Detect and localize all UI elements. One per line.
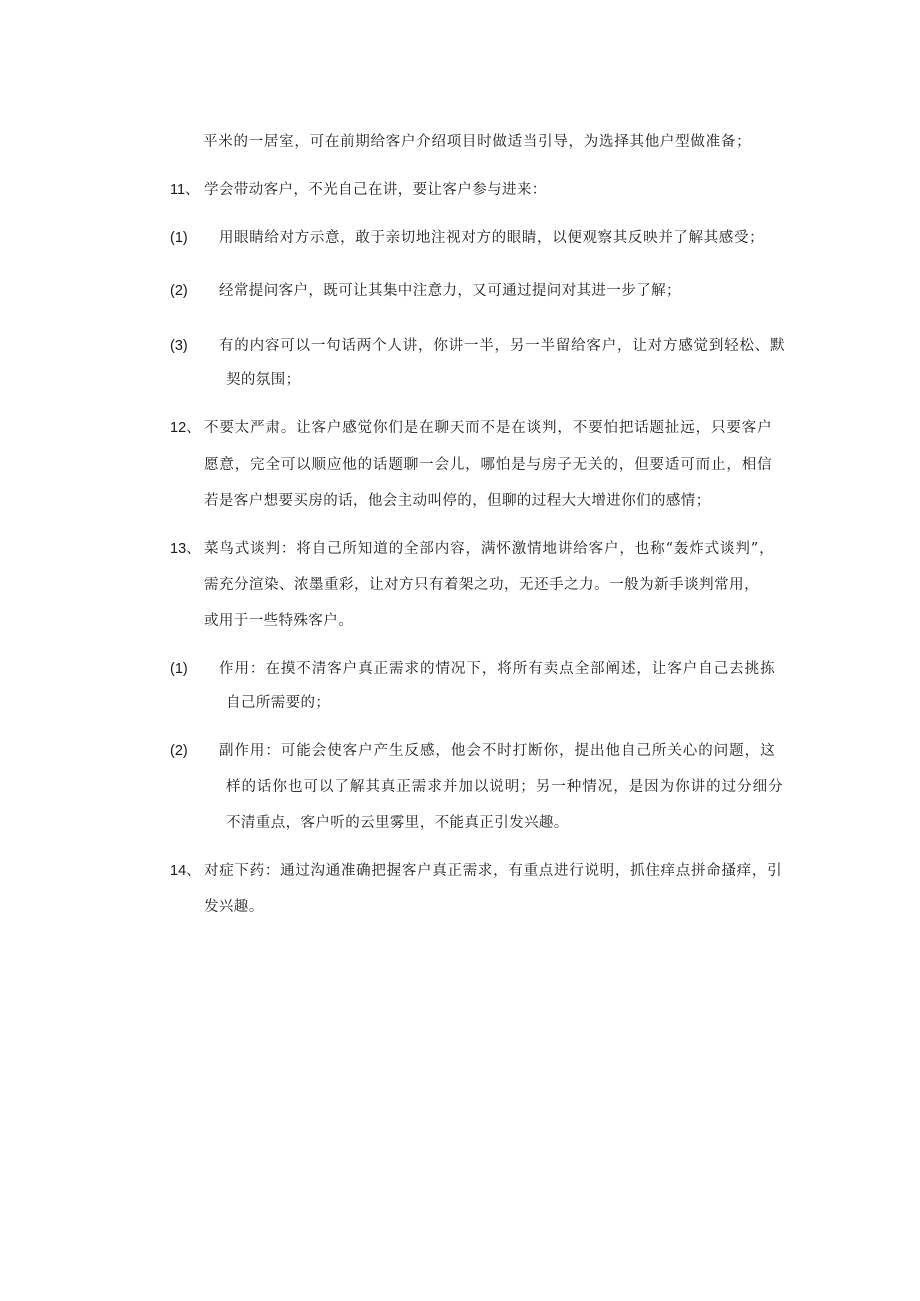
paragraph-line: 副作用：可能会使客户产生反感，他会不时打断你，提出他自己所关心的问题，这 — [219, 743, 775, 759]
paragraph-line: 对症下药：通过沟通准确把握客户真正需求，有重点进行说明，抓住痒点拼命搔痒，引 — [204, 863, 782, 879]
paragraph-line: 学会带动客户，不光自己在讲，要让客户参与进来： — [204, 182, 547, 198]
paragraph-line: 用眼睛给对方示意，敢于亲切地注视对方的眼睛，以便观察其反映并了解其感受； — [219, 230, 764, 246]
sub-item-number: (1) — [170, 661, 188, 677]
paragraph-line: 若是客户想要买房的话，他会主动叫停的，但聊的过程大大增进你们的感情； — [204, 493, 711, 509]
paragraph-line: 自己所需要的； — [226, 695, 331, 711]
item-number: 11、 — [170, 182, 200, 198]
item-number: 13、 — [170, 541, 201, 557]
paragraph-line: 不清重点，客户听的云里雾里，不能真正引发兴趣。 — [226, 815, 569, 831]
paragraph-line: 契的氛围； — [226, 372, 301, 388]
item-number: 14、 — [170, 863, 201, 879]
paragraph-line: 样的话你也可以了解其真正需求并加以说明；另一种情况，是因为你讲的过分细分 — [226, 779, 783, 795]
item-number: 12、 — [170, 420, 201, 436]
paragraph-line: 发兴趣。 — [204, 899, 264, 915]
sub-item-number: (2) — [170, 743, 188, 759]
sub-item-number: (1) — [170, 230, 188, 246]
paragraph-line: 平米的一居室，可在前期给客户介绍项目时做适当引导，为选择其他户型做准备； — [203, 134, 751, 150]
paragraph-line: 菜鸟式谈判：将自己所知道的全部内容，满怀激情地讲给客户，也称“轰炸式谈判”， — [204, 541, 774, 557]
sub-item-number: (2) — [170, 283, 188, 299]
paragraph-line: 作用：在摸不清客户真正需求的情况下，将所有卖点全部阐述，让客户自己去挑拣 — [219, 661, 775, 677]
paragraph-line: 有的内容可以一句话两个人讲，你讲一半，另一半留给客户，让对方感觉到轻松、默 — [219, 338, 785, 354]
paragraph-line: 愿意，完全可以顺应他的话题聊一会儿，哪怕是与房子无关的，但要适可而止，相信 — [204, 457, 772, 473]
paragraph-line: 或用于一些特殊客户。 — [204, 613, 353, 629]
sub-item-number: (3) — [170, 338, 188, 354]
paragraph-line: 经常提问客户，既可让其集中注意力，又可通过提问对其进一步了解； — [219, 283, 681, 299]
paragraph-line: 需充分渲染、浓墨重彩，让对方只有着架之功，无还手之力。一般为新手谈判常用， — [204, 577, 759, 593]
paragraph-line: 不要太严肃。让客户感觉你们是在聊天而不是在谈判，不要怕把话题扯远，只要客户 — [204, 420, 772, 436]
